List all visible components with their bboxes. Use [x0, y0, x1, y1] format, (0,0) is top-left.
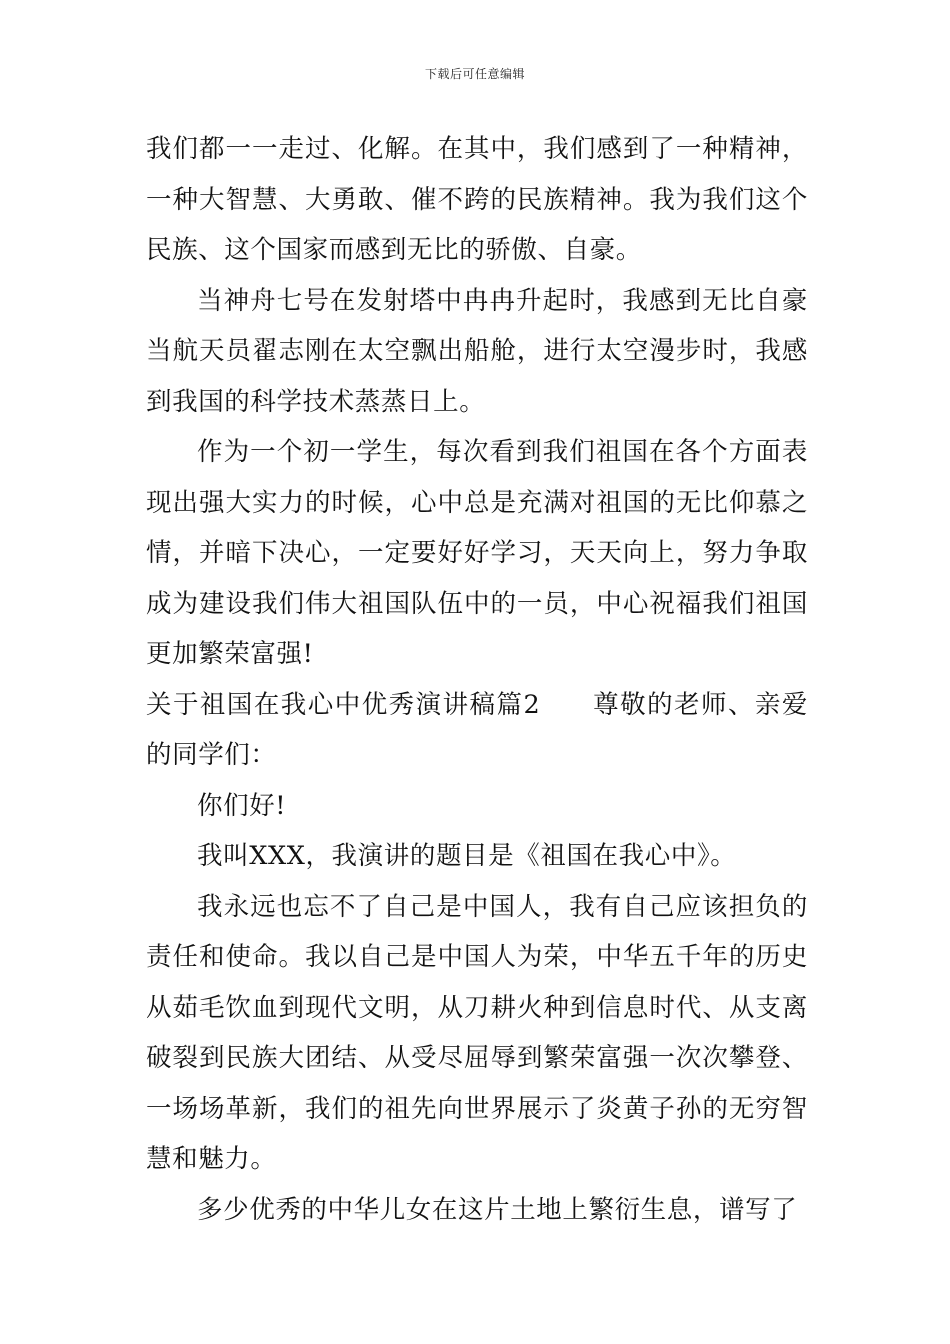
page-header: 下载后可任意编辑	[424, 67, 525, 81]
paragraph-greeting: 你们好!	[197, 790, 287, 821]
paragraph-3: 作为一个初一学生，每次看到我们祖国在各个方面表现出强大实力的时候，心中总是充满对祖国的无比仰慕之情，并暗下决心，一定要好好学习，天天向上，努力争取成为建设我们伟大祖国队伍中的一员，中心祝福我们祖国更加繁荣富强!	[146, 437, 808, 669]
paragraph-intro: 我叫XXX，我演讲的题目是《祖国在我心中》。	[197, 841, 737, 871]
paragraph-history: 我永远也忘不了自己是中国人，我有自己应该担负的责任和使命。我以自己是中国人为荣，中华五千年的历史从茹毛饮血到现代文明，从刀耕火种到信息时代、从支离破裂到民族大团结、从受尽屈辱到繁荣富强一次次攀登、一场场革新，我们的祖先向世界展示了炎黄子孙的无穷智慧和魅力。	[146, 891, 808, 1174]
paragraph-continued: 多少优秀的中华儿女在这片土地上繁衍生息，谱写了	[197, 1194, 798, 1225]
section-title: 关于祖国在我心中优秀演讲稿篇2	[146, 689, 541, 720]
paragraph-1: 我们都一一走过、化解。在其中，我们感到了一种精神，一种大智慧、大勇敢、催不跨的民族精神。我为我们这个民族、这个国家而感到无比的骄傲、自豪。	[146, 134, 808, 265]
document-body	[146, 124, 808, 1235]
section-heading-line	[146, 680, 808, 781]
salutation: 尊敬的老师、亲爱的同学们：	[146, 689, 808, 770]
paragraph-2: 当神舟七号在发射塔中冉冉升起时，我感到无比自豪当航天员翟志刚在太空飘出船舱，进行太空漫步时，我感到我国的科学技术蒸蒸日上。	[146, 285, 808, 417]
